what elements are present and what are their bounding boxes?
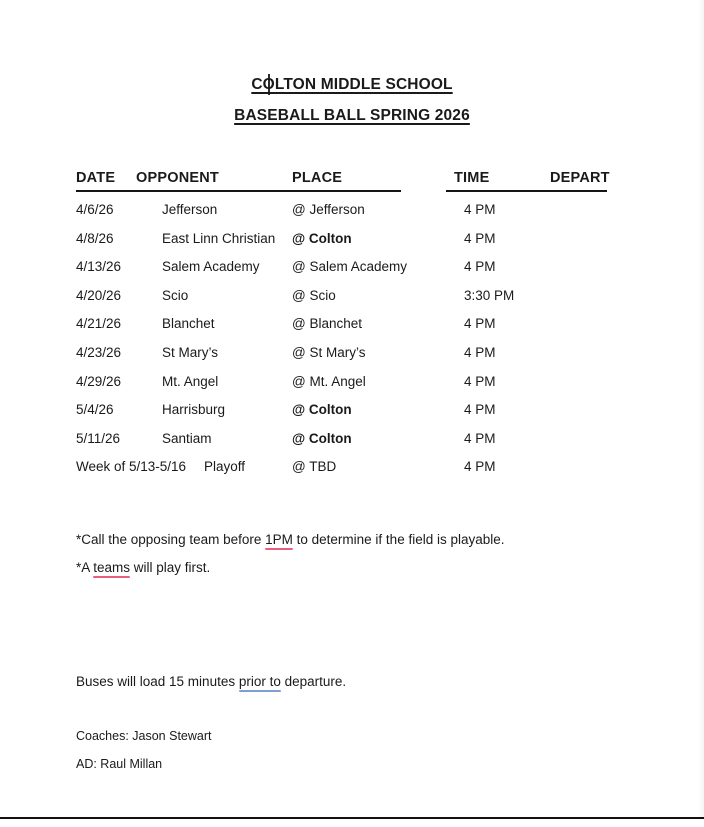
cell-time: 4 PM <box>464 259 496 275</box>
cell-date: 4/29/26 <box>76 373 122 389</box>
cell-date: 4/13/26 <box>76 259 122 275</box>
table-row <box>76 374 616 403</box>
cell-opponent: East Linn Christian <box>162 230 276 246</box>
cell-opponent: Mt. Angel <box>162 373 219 389</box>
cell-place: @ Blanchet <box>292 316 362 332</box>
page-title-text: COLTON MIDDLE SCHOOL <box>251 76 453 93</box>
cell-place: @ Colton <box>292 402 352 418</box>
cell-opponent: Salem Academy <box>162 259 260 275</box>
cell-time: 4 PM <box>464 230 496 246</box>
cell-time: 4 PM <box>464 202 496 217</box>
cell-time: 4 PM <box>464 459 496 475</box>
table-row <box>76 402 616 431</box>
table-header-row <box>76 170 616 192</box>
page-subtitle-text: BASEBALL BALL SPRING 2026 <box>234 107 470 124</box>
note-2-flagged-word: teams <box>93 559 131 575</box>
cell-place: @ St Mary’s <box>292 344 366 360</box>
table-row <box>76 345 616 374</box>
cell-date: 4/23/26 <box>76 344 122 360</box>
table-row <box>76 259 616 288</box>
cell-opponent: Jefferson <box>162 202 218 217</box>
header-underline-right <box>446 190 607 192</box>
cell-time: 4 PM <box>464 402 496 418</box>
cell-time: 4 PM <box>464 344 496 360</box>
cell-time: 4 PM <box>464 373 496 389</box>
cell-place: @ Jefferson <box>292 202 365 217</box>
cell-date: 4/8/26 <box>76 230 114 246</box>
cell-date: Week of 5/13-5/16 <box>76 459 187 475</box>
cell-date: 5/4/26 <box>76 402 114 418</box>
page-bottom-rule <box>0 817 704 819</box>
column-header-date: DATE <box>76 170 116 186</box>
cell-opponent: Scio <box>162 287 189 303</box>
buses-after: departure. <box>280 673 347 689</box>
table-row <box>76 202 616 231</box>
note-a-teams-play-first <box>76 560 210 575</box>
cell-place: @ Colton <box>292 430 352 446</box>
column-header-opponent: OPPONENT <box>136 170 219 186</box>
cell-date: 4/6/26 <box>76 202 114 217</box>
note-2-after: will play first. <box>130 559 211 575</box>
cell-opponent: Playoff <box>204 459 246 475</box>
cell-place: @ Mt. Angel <box>292 373 366 389</box>
athletic-director-line: AD: Raul Millan <box>76 756 163 771</box>
buses-before: Buses will load 15 minutes <box>76 673 239 689</box>
column-header-place: PLACE <box>292 170 343 186</box>
cell-date: 4/21/26 <box>76 316 122 332</box>
table-row <box>76 231 616 260</box>
table-row <box>76 431 616 460</box>
note-call-opposing-team <box>76 532 505 547</box>
buses-flagged-phrase: prior to <box>238 673 281 689</box>
column-header-depart: DEPART <box>550 170 610 186</box>
table-row <box>76 316 616 345</box>
table-body <box>76 202 616 488</box>
page-title <box>0 72 704 98</box>
header-underline-left <box>76 190 401 192</box>
cell-date: 4/20/26 <box>76 287 122 303</box>
cell-opponent: Blanchet <box>162 316 215 332</box>
cell-time: 4 PM <box>464 430 496 446</box>
cell-place: @ TBD <box>292 459 337 475</box>
cell-time: 4 PM <box>464 316 496 332</box>
cell-opponent: Santiam <box>162 430 212 446</box>
coaches-line: Coaches: Jason Stewart <box>76 728 212 743</box>
note-bus-loading <box>76 674 346 689</box>
cell-place: @ Scio <box>292 287 336 303</box>
column-header-time: TIME <box>454 170 490 186</box>
cell-opponent: Harrisburg <box>162 402 226 418</box>
cell-opponent: St Mary’s <box>162 344 219 360</box>
note-1-after: to determine if the field is playable. <box>292 531 505 547</box>
schedule-table <box>76 170 616 488</box>
note-2-before: *A <box>76 559 94 575</box>
cell-date: 5/11/26 <box>76 430 121 446</box>
table-row <box>76 459 616 488</box>
cell-place: @ Colton <box>292 230 352 246</box>
note-1-before: *Call the opposing team before <box>76 531 266 547</box>
cell-place: @ Salem Academy <box>292 259 408 275</box>
document-title-block <box>0 72 704 129</box>
note-1-flagged-word: 1PM <box>265 531 293 547</box>
table-row <box>76 288 616 317</box>
cell-time: 3:30 PM <box>464 287 515 303</box>
page-subtitle <box>0 103 704 129</box>
